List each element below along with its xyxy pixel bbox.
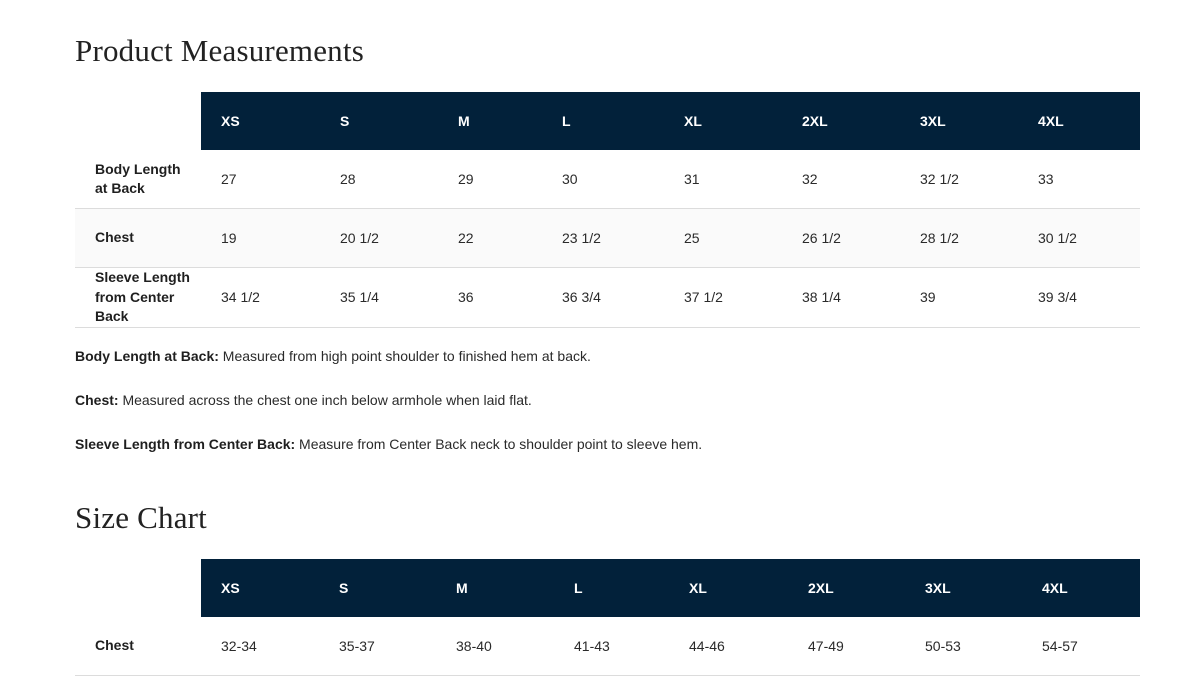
note-text: Measured from high point shoulder to finished hem at back. [218,348,591,364]
size-header-2xl: 2XL [788,559,905,617]
measurement-notes [75,348,702,480]
table-cell: 54-57 [1022,617,1140,676]
size-header-l: L [554,559,669,617]
note-term: Body Length at Back: [75,348,219,364]
table-cell: 30 1/2 [1018,209,1140,268]
size-header-xl: XL [664,92,782,150]
table-cell: 47-49 [788,617,905,676]
table-cell: 39 3/4 [1018,268,1140,328]
size-header-m: M [438,92,542,150]
table-cell: 26 1/2 [782,209,900,268]
size-chart-table [75,559,1140,676]
header-blank-cell [75,92,201,150]
product-measurements-title: Product Measurements [75,33,364,68]
header-blank-cell [75,559,201,617]
size-header-2xl: 2XL [782,92,900,150]
table-row [75,268,1140,328]
table-cell: 36 3/4 [542,268,664,328]
table-cell: 38 1/4 [782,268,900,328]
table-cell: 44-46 [669,617,788,676]
row-label-body-length: Body Length at Back [75,150,201,209]
measurements-header-row [75,92,1140,150]
table-cell: 39 [900,268,1018,328]
table-cell: 32 1/2 [900,150,1018,209]
table-cell: 27 [201,150,320,209]
table-row [75,209,1140,268]
table-cell: 41-43 [554,617,669,676]
table-cell: 33 [1018,150,1140,209]
size-header-xl: XL [669,559,788,617]
note-chest [75,392,702,409]
size-chart-header-row [75,559,1140,617]
table-cell: 34 1/2 [201,268,320,328]
table-cell: 20 1/2 [320,209,438,268]
table-cell: 36 [438,268,542,328]
table-cell: 30 [542,150,664,209]
size-header-s: S [319,559,436,617]
note-text: Measured across the chest one inch below armhole when laid flat. [118,392,532,408]
table-cell: 31 [664,150,782,209]
row-label-chest: Chest [75,617,201,676]
table-cell: 25 [664,209,782,268]
table-cell: 23 1/2 [542,209,664,268]
table-cell: 28 [320,150,438,209]
table-cell: 35 1/4 [320,268,438,328]
size-header-3xl: 3XL [900,92,1018,150]
table-cell: 22 [438,209,542,268]
row-label-chest: Chest [75,209,201,268]
table-cell: 37 1/2 [664,268,782,328]
size-header-s: S [320,92,438,150]
size-header-xs: XS [201,559,319,617]
size-chart-title: Size Chart [75,500,207,535]
table-cell: 29 [438,150,542,209]
table-cell: 32-34 [201,617,319,676]
table-row [75,150,1140,209]
size-header-m: M [436,559,554,617]
row-label-sleeve-length: Sleeve Length from Center Back [75,268,201,328]
table-cell: 38-40 [436,617,554,676]
size-header-4xl: 4XL [1018,92,1140,150]
size-header-xs: XS [201,92,320,150]
product-measurements-table [75,92,1140,328]
note-term: Sleeve Length from Center Back: [75,436,296,452]
table-row [75,617,1140,676]
table-cell: 50-53 [905,617,1022,676]
note-term: Chest: [75,392,119,408]
table-cell: 35-37 [319,617,436,676]
note-text: Measure from Center Back neck to shoulder point to sleeve hem. [295,436,703,452]
table-cell: 19 [201,209,320,268]
size-header-l: L [542,92,664,150]
size-header-4xl: 4XL [1022,559,1140,617]
table-cell: 28 1/2 [900,209,1018,268]
note-sleeve-length [75,436,702,453]
size-header-3xl: 3XL [905,559,1022,617]
note-body-length [75,348,702,365]
table-cell: 32 [782,150,900,209]
